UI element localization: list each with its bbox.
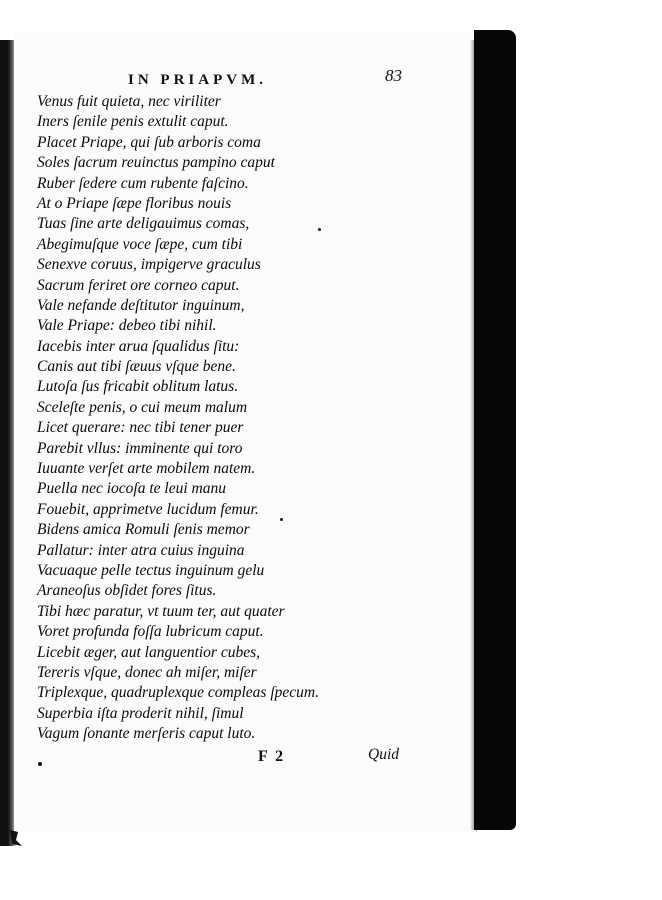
verse-line: Bidens amica Romuli ſenis memor bbox=[37, 521, 250, 539]
verse-line: Araneoſus obſidet fores ſitus. bbox=[37, 582, 217, 600]
ink-speck bbox=[38, 762, 42, 766]
verse-line: Vagum ſonante merſeris caput luto. bbox=[37, 725, 256, 743]
verse-line: Iuuante verſet arte mobilem natem. bbox=[37, 460, 256, 478]
ink-speck bbox=[280, 518, 283, 521]
verse-line: Soles ſacrum reuinctus pampino caput bbox=[37, 154, 275, 172]
verse-line: Triplexque, quadruplexque compleas ſpecum. bbox=[37, 684, 319, 702]
verse-line: Licet querare: nec tibi tener puer bbox=[37, 419, 244, 437]
verse-line: Pallatur: inter atra cuius inguina bbox=[37, 541, 245, 559]
verse-line: Abegimuſque voce ſæpe, cum tibi bbox=[37, 235, 243, 253]
running-head: IN PRIAPVM. bbox=[128, 72, 267, 88]
verse-line: Licebit æger, aut languentior cubes, bbox=[37, 643, 261, 661]
verse-line: Puella nec iocoſa te leui manu bbox=[37, 480, 226, 498]
verse-line: At o Priape ſæpe floribus nouis bbox=[37, 194, 232, 212]
verse-line: Sceleſte penis, o cui meum malum bbox=[37, 398, 248, 416]
verse-line: Sacrum feriret ore corneo caput. bbox=[37, 276, 240, 294]
verse-line: Fouebit, apprimetve lucidum femur. bbox=[37, 500, 259, 518]
signature-mark: F 2 bbox=[258, 748, 286, 765]
verse-line: Vacuaque pelle tectus inguinum gelu bbox=[37, 561, 265, 579]
verse-line: Tibi hæc paratur, vt tuum ter, aut quater bbox=[37, 602, 285, 620]
verse-line: Lutoſa ſus fricabit oblitum latus. bbox=[37, 378, 239, 396]
verse-line: Placet Priape, qui ſub arboris coma bbox=[37, 133, 261, 151]
verse-line: Iacebis inter arua ſqualidus ſitu: bbox=[37, 337, 240, 355]
book-binding bbox=[474, 30, 516, 830]
verse-line: Superbia iſta proderit nihil, ſimul bbox=[37, 704, 244, 722]
verse-line: Canis aut tibi ſæuus vſque bene. bbox=[37, 358, 236, 376]
verse-line: Tereris vſque, donec ah miſer, miſer bbox=[37, 663, 257, 681]
verse-block bbox=[37, 92, 457, 745]
verse-line: Voret profunda foſſa lubricum caput. bbox=[37, 623, 264, 641]
page-number: 83 bbox=[385, 66, 402, 85]
page-corner-blot bbox=[8, 828, 28, 848]
verse-line: Vale Priape: debeo tibi nihil. bbox=[37, 317, 217, 335]
verse-line: Venus fuit quieta, nec viriliter bbox=[37, 93, 221, 110]
verse-line: Tuas ſine arte deligauimus comas, bbox=[37, 215, 250, 233]
verse-line: Iners ſenile penis extulit caput. bbox=[37, 113, 229, 131]
verse-line: Vale nefande deſtitutor inguinum, bbox=[37, 296, 245, 314]
verse-line: Ruber ſedere cum rubente faſcino. bbox=[37, 174, 249, 192]
catchword: Quid bbox=[368, 746, 399, 763]
verse-line: Senexve coruus, impigerve graculus bbox=[37, 256, 261, 274]
ink-speck bbox=[318, 228, 321, 231]
verse-line: Parebit vllus: imminente qui toro bbox=[37, 439, 243, 457]
